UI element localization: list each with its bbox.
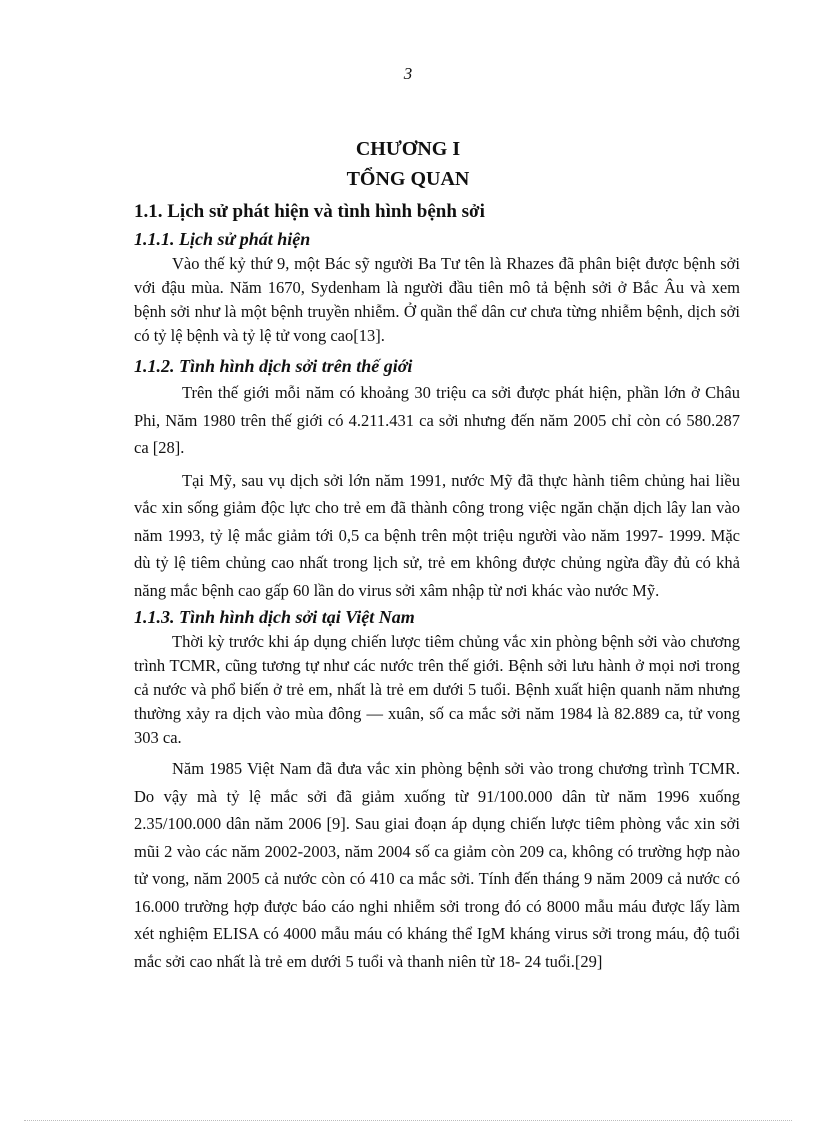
page-bottom-divider	[24, 1120, 792, 1121]
page-number: 3	[403, 64, 413, 83]
subsection-heading-1-1-3: 1.1.3. Tình hình dịch sởi tại Việt Nam	[134, 607, 415, 627]
subsection-heading-1-1-1: 1.1.1. Lịch sử phát hiện	[134, 229, 311, 249]
paragraph-world-cases: Trên thế giới mỗi năm có khoảng 30 triệu ca sởi được phát hiện, phần lớn ở Châu Phi, Năm 1980 trên thế giới có 4.211.431 ca sởi nhưng đến năm 2005 chỉ còn có 580.287 ca [28].	[134, 383, 740, 457]
paragraph-vietnam-before: Thời kỳ trước khi áp dụng chiến lược tiêm chủng vắc xin phòng bệnh sởi vào chương trình TCMR, cũng tương tự như các nước trên thế giới. Bệnh sởi lưu hành ở mọi nơi trong cả nước và phổ biến ở trẻ em, nhất là trẻ em dưới 5 tuổi. Bệnh xuất hiện quanh năm nhưng thường xảy ra dịch vào mùa đông — xuân, số ca mắc sởi năm 1984 là 82.889 ca, tử vong 303 ca.	[134, 632, 740, 747]
chapter-heading	[0, 134, 816, 194]
chapter-label: CHƯƠNG I	[355, 138, 461, 160]
document-body	[134, 198, 740, 975]
paragraph-usa: Tại Mỹ, sau vụ dịch sởi lớn năm 1991, nước Mỹ đã thực hành tiêm chủng hai liều vắc xin sống giảm độc lực cho trẻ em đã thành công trong việc ngăn chặn dịch lây lan vào năm 1993, tỷ lệ mắc giảm tới 0,5 ca bệnh trên một triệu người vào năm 1997- 1999. Mặc dù tỷ lệ tiêm chủng cao nhất trong lịch sử, trẻ em không được chủng ngừa đầy đủ có khả năng mắc bệnh cao gấp 60 lần do virus sởi xâm nhập từ nơi khác vào nước Mỹ.	[134, 470, 740, 600]
paragraph-vietnam-after: Năm 1985 Việt Nam đã đưa vắc xin phòng bệnh sởi vào trong chương trình TCMR. Do vậy mà tỷ lệ mắc sởi đã giảm xuống từ 91/100.000 dân từ năm 1996 xuống 2.35/100.000 dân năm 2006 [9]. Sau giai đoạn áp dụng chiến lược tiêm phòng vắc xin sởi mũi 2 vào các năm 2002-2003, năm 2004 số ca giảm còn 209 ca, không có trường hợp nào tử vong, năm 2005 cả nước còn có 410 ca mắc sởi. Tính đến tháng 9 năm 2009 cả nước có 16.000 trường hợp được báo cáo nghi nhiễm sởi trong đó có 8000 mẫu máu được lấy làm xét nghiệm ELISA có 4000 mẫu máu có kháng thể IgM kháng virus sởi trong máu, độ tuổi mắc sởi cao nhất là trẻ em dưới 5 tuổi và thanh niên từ 18- 24 tuổi.[29]	[134, 759, 740, 971]
subsection-heading-1-1-2: 1.1.2. Tình hình dịch sởi trên thế giới	[134, 356, 413, 376]
chapter-title: TỔNG QUAN	[346, 168, 470, 190]
section-heading-1-1: 1.1. Lịch sử phát hiện và tình hình bệnh sởi	[134, 201, 485, 222]
paragraph-history: Vào thế kỷ thứ 9, một Bác sỹ người Ba Tư tên là Rhazes đã phân biệt được bệnh sởi với đậu mùa. Năm 1670, Sydenham là người đầu tiên mô tả bệnh sởi ở Bắc Âu và xem bệnh sởi như là một bệnh truyền nhiễm. Ở quần thể dân cư chưa từng nhiễm bệnh, dịch sởi có tỷ lệ bệnh và tỷ lệ tử vong cao[13].	[134, 254, 740, 345]
